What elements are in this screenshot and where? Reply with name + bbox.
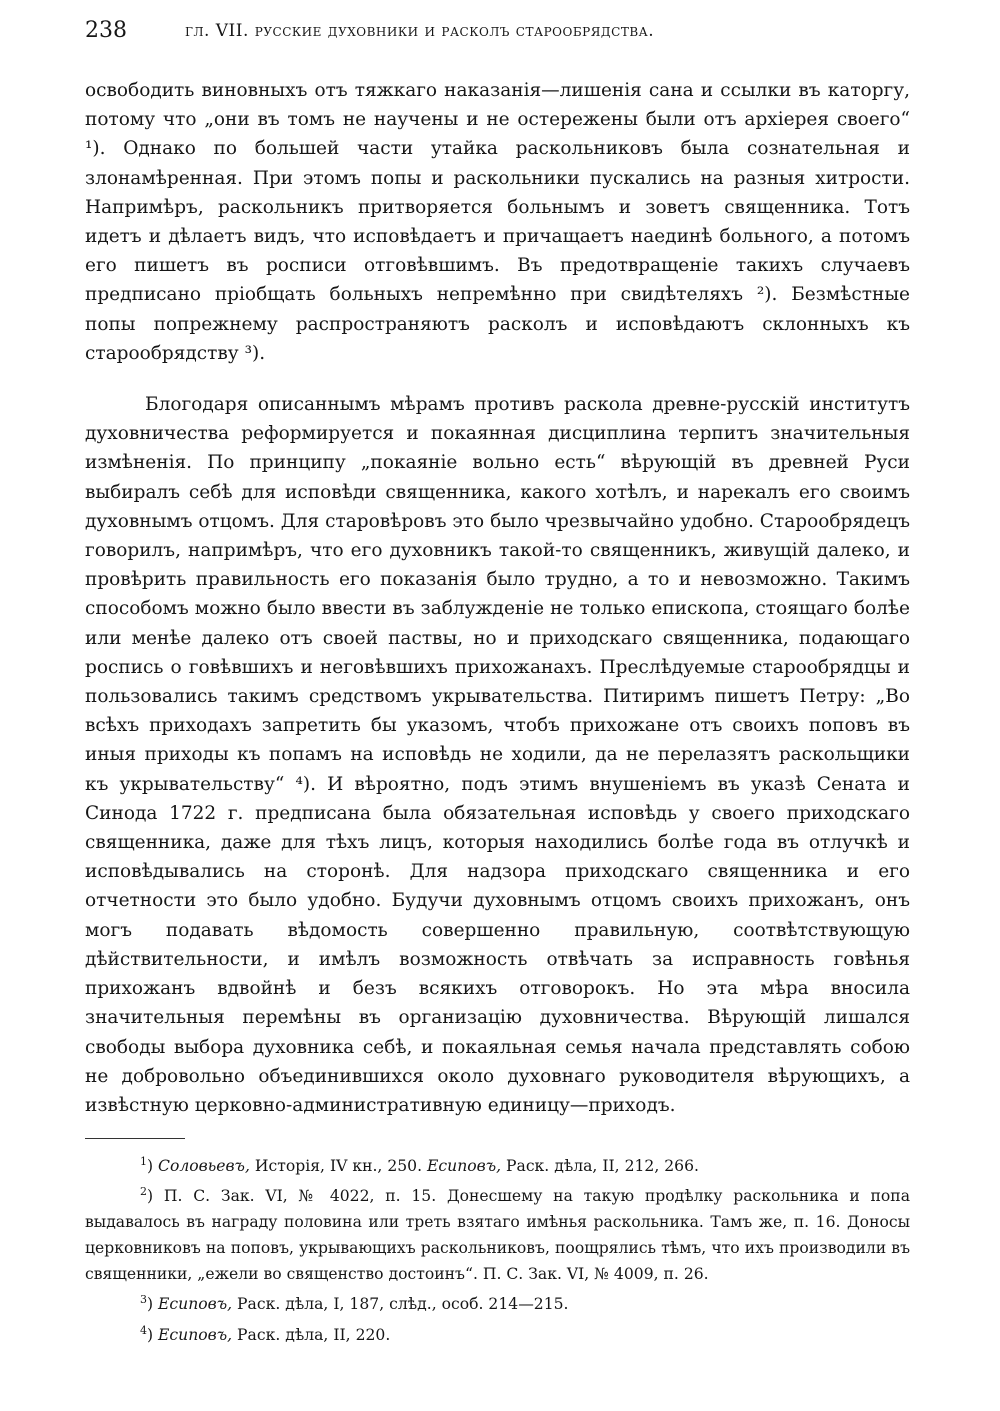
running-head: гл. VII. русские духовники и расколъ старообрядства.: [185, 21, 655, 41]
footnote-author: Есиповъ,: [158, 1325, 233, 1344]
footnote-author-2: Есиповъ,: [427, 1157, 502, 1176]
footnote-1: $^1$) Соловьевъ, Исторія, IV кн., 250. Есиповъ, Раск. дѣла, II, 212, 266.: [140, 1155, 699, 1176]
footnotes: [85, 1149, 910, 1348]
footnote-2: $^2$) П. С. Зак. VI, № 4022, п. 15. Донесшему на такую продѣлку раскольника и попа выдавалось въ награду половина или треть взятаго имѣнья раскольника. Тамъ же, п. 16. Доносы церковниковъ на поповъ, укрывающихъ раскольниковъ, поощрялись тѣмъ, что ихъ производили въ священники, „ежели во священство достоинъ“. П. С. Зак. VI, № 4009, п. 26.: [85, 1185, 910, 1284]
footnote-divider: [85, 1138, 185, 1139]
footnote-mark: 4: [140, 1323, 147, 1337]
footnote-text-2: Раск. дѣла, II, 212, 266.: [506, 1157, 699, 1176]
paragraph-1: освободить виновныхъ отъ тяжкаго наказанія—лишенія сана и ссылки въ каторгу, потому что „они въ томъ не научены и не остережены были отъ архіерея своего“ ¹). Однако по большей части утайка раскольниковъ была сознательная и злонамѣренная. При этомъ попы и раскольники пускались на разныя хитрости. Напримѣръ, раскольникъ притворяется больнымъ и зоветъ священника. Тотъ идетъ и дѣлаетъ видъ, что исповѣдаетъ и причащаетъ наединѣ больного, а потомъ его пишетъ въ росписи отговѣвшимъ. Въ предотвращеніе такихъ случаевъ предписано пріобщать больныхъ непремѣнно при свидѣтеляхъ ²). Безмѣстные попы попрежнему распространяютъ расколъ и исповѣдаютъ склонныхъ къ старообрядству ³).: [85, 80, 910, 364]
footnote-author: Соловьевъ,: [158, 1157, 250, 1176]
footnote-author: Есиповъ,: [158, 1295, 233, 1314]
paragraph-2: Блогодаря описаннымъ мѣрамъ противъ раскола древне-русскій институтъ духовничества реформируется и покаянная дисциплина терпитъ значительныя измѣненія. По принципу „покаяніе вольно есть“ вѣрующій въ древней Руси выбиралъ себѣ для исповѣди священника, какого хотѣлъ, и нарекалъ его своимъ духовнымъ отцомъ. Для старовѣровъ это было чрезвычайно удобно. Старообрядецъ говорилъ, напримѣръ, что его духовникъ такой-то священникъ, живущій далеко, и провѣрить правильность его показанія было трудно, а то и невозможно. Такимъ способомъ можно было ввести въ заблужденіе не только епископа, стоящаго болѣе или менѣе далеко отъ своей паствы, но и приходскаго священника, подающаго роспись о говѣвшихъ и неговѣвшихъ прихожанахъ. Преслѣдуемые старообрядцы и пользовались такимъ средствомъ укрывательства. Питиримъ пишетъ Петру: „Во всѣхъ приходахъ запретить бы указомъ, чтобъ прихожане отъ своихъ поповъ въ иныя приходы къ попамъ на исповѣдь не ходили, да не перелазятъ раскольщики къ укрывательству“ ⁴). И вѣроятно, подъ этимъ внушеніемъ въ указѣ Сената и Синода 1722 г. предписана была обязательная исповѣдь у своего приходскаго священника, даже для тѣхъ лицъ, которыя находились болѣе года въ отлучкѣ и исповѣдывались на сторонѣ. Для надзора приходскаго священника и его отчетности это было удобно. Будучи духовнымъ отцомъ своихъ прихожанъ, онъ могъ подавать вѣдомость совершенно правильную, соотвѣтствующую дѣйствительности, и имѣлъ возможность отвѣчать за исправность говѣнья прихожанъ вдвойнѣ и безъ всякихъ отговорокъ. Но эта мѣра вносила значительныя перемѣны въ организацію духовничества. Вѣрующій лишался свободы выбора духовника себѣ, и покаяльная семья начала представлять собою не добровольно объединившихся около духовнаго руководителя вѣрующихъ, а извѣстную церковно-административную единицу—приходъ.: [85, 394, 910, 1116]
footnote-mark: 1: [140, 1155, 147, 1169]
footnote-text: Исторія, IV кн., 250.: [254, 1157, 423, 1176]
page-header: [85, 14, 910, 48]
page-number: 238: [85, 18, 127, 43]
document-page: [85, 14, 910, 1348]
footnote-mark: 3: [140, 1293, 147, 1307]
body-text: [85, 76, 910, 1120]
footnote-mark: 2: [140, 1185, 147, 1199]
footnote-text: Раск. дѣла, I, 187, слѣд., особ. 214—215.: [237, 1295, 569, 1314]
footnote-4: $^4$) Есиповъ, Раск. дѣла, II, 220.: [140, 1323, 391, 1344]
footnote-text: П. С. Зак. VI, № 4022, п. 15. Донесшему на такую продѣлку раскольника и попа выдавалось въ награду половина или треть взятаго имѣнья раскольника. Тамъ же, п. 16. Доносы церковниковъ на поповъ, укрывающихъ раскольниковъ, поощрялись тѣмъ, что ихъ производили въ священники, „ежели во священство достоинъ“. П. С. Зак. VI, № 4009, п. 26.: [85, 1187, 910, 1284]
footnote-text: Раск. дѣла, II, 220.: [237, 1325, 391, 1344]
footnote-3: $^3$) Есиповъ, Раск. дѣла, I, 187, слѣд., особ. 214—215.: [140, 1293, 569, 1314]
